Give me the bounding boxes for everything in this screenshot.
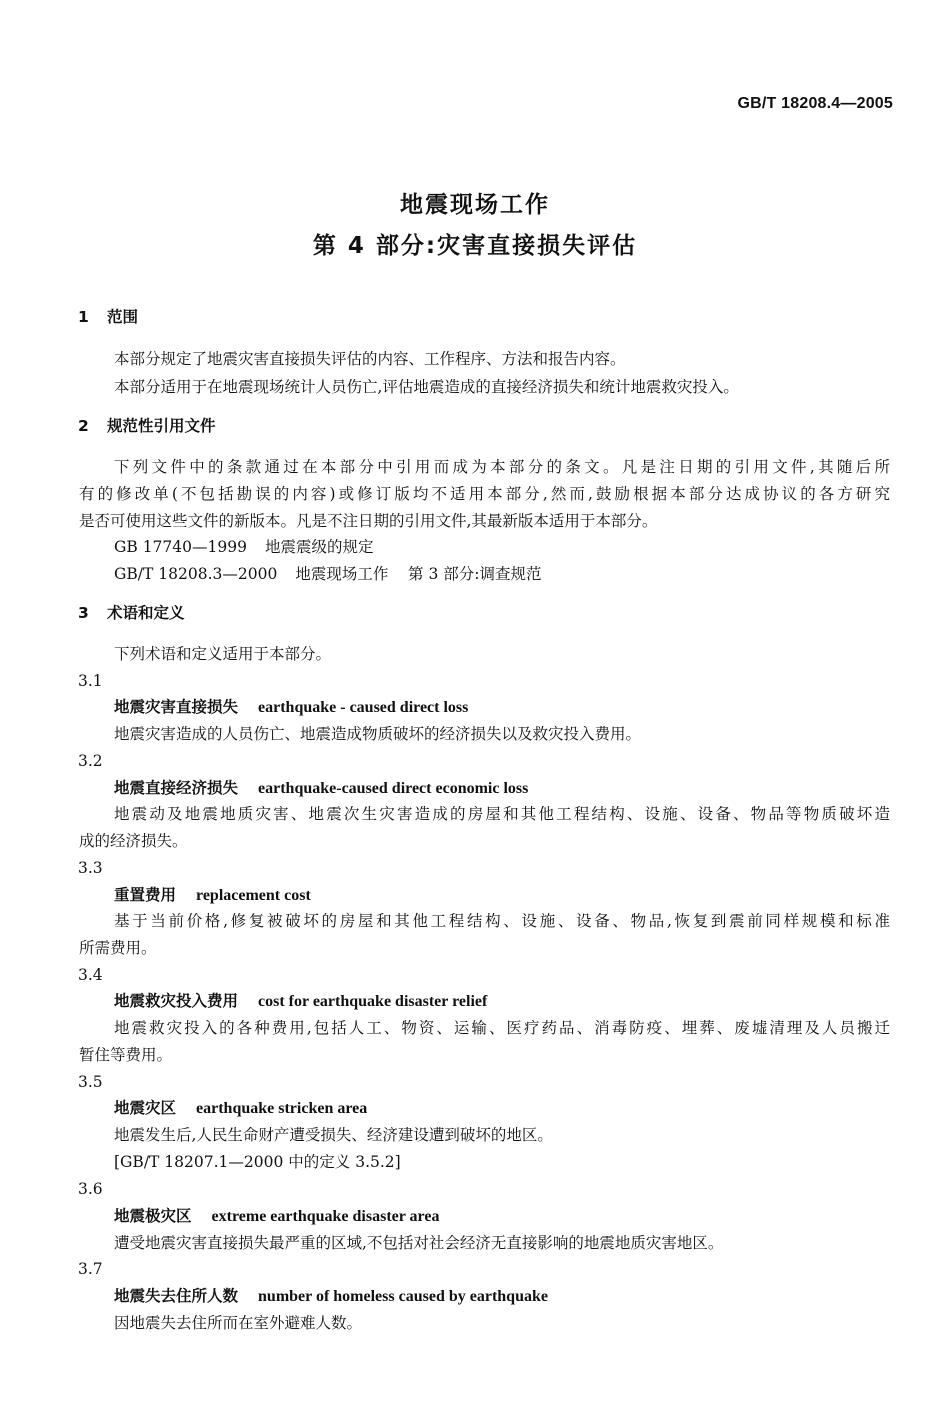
term-heading [114, 778, 528, 799]
document-title: 地震现场工作 [400, 192, 550, 218]
term-en: extreme earthquake disaster area [211, 1208, 440, 1225]
reference-item [114, 537, 373, 557]
section-3-number: 3 [78, 604, 89, 622]
term-heading [114, 1286, 548, 1307]
term-zh: 地震直接经济损失 [114, 779, 239, 797]
reference-code: GB/T 18208.3—2000 [114, 565, 278, 583]
term-zh: 地震极灾区 [114, 1207, 192, 1225]
term-zh: 重置费用 [114, 886, 177, 904]
reference-item [114, 564, 541, 584]
term-number: 3.2 [78, 752, 103, 770]
standard-code: GB/T 18208.4—2005 [737, 95, 893, 112]
term-en: replacement cost [196, 887, 311, 904]
term-heading [114, 991, 487, 1012]
term-heading [114, 1206, 439, 1227]
reference-title: 地震震级的规定 [264, 538, 374, 556]
term-number: 3.1 [78, 672, 103, 690]
section-2-number: 2 [78, 417, 89, 435]
term-en: cost for earthquake disaster relief [258, 993, 488, 1010]
section-2-paragraph-line: 有的修改单(不包括勘误的内容)或修订版均不适用本部分,然而,鼓励根据本部分达成协议的各方研究 [79, 485, 890, 503]
reference-code: GB 17740—1999 [114, 538, 247, 556]
term-zh: 地震灾区 [114, 1099, 177, 1117]
term-en: earthquake-caused direct economic loss [258, 780, 529, 797]
section-2-title: 规范性引用文件 [107, 417, 216, 435]
term-number: 3.4 [78, 966, 103, 984]
term-en: earthquake stricken area [196, 1100, 368, 1117]
section-1-paragraph: 本部分规定了地震灾害直接损失评估的内容、工作程序、方法和报告内容。 [114, 350, 626, 368]
term-number: 3.7 [78, 1260, 103, 1278]
term-definition: 地震发生后,人民生命财产遭受损失、经济建设遭到破坏的地区。 [114, 1126, 553, 1144]
term-definition: 基于当前价格,修复被破坏的房屋和其他工程结构、设施、设备、物品,恢复到震前同样规模和标准 [114, 912, 890, 930]
term-number: 3.5 [78, 1073, 103, 1091]
term-en: number of homeless caused by earthquake [258, 1288, 548, 1305]
section-2-paragraph-line: 下列文件中的条款通过在本部分中引用而成为本部分的条文。凡是注日期的引用文件,其随后所 [114, 458, 890, 476]
term-definition: 所需费用。 [79, 939, 157, 957]
term-number: 3.6 [78, 1180, 103, 1198]
section-1-title: 范围 [107, 308, 139, 326]
term-definition: 遭受地震灾害直接损失最严重的区域,不包括对社会经济无直接影响的地震地质灾害地区。 [114, 1234, 724, 1252]
section-3-intro: 下列术语和定义适用于本部分。 [114, 645, 332, 663]
reference-title: 地震现场工作 第 3 部分:调查规范 [295, 565, 542, 583]
term-zh: 地震救灾投入费用 [114, 992, 239, 1010]
term-definition: 地震灾害造成的人员伤亡、地震造成物质破坏的经济损失以及救灾投入费用。 [114, 725, 642, 743]
term-definition: 成的经济损失。 [79, 832, 188, 850]
document-subtitle: 第 4 部分:灾害直接损失评估 [312, 233, 638, 259]
term-zh: 地震失去住所人数 [114, 1287, 239, 1305]
section-3-title: 术语和定义 [107, 604, 185, 622]
section-2-paragraph-line: 是否可使用这些文件的新版本。凡是不注日期的引用文件,其最新版本适用于本部分。 [79, 512, 658, 530]
term-heading [114, 697, 468, 718]
section-1-number: 1 [78, 308, 89, 326]
term-en: earthquake - caused direct loss [258, 699, 469, 716]
term-heading [114, 1098, 367, 1119]
term-zh: 地震灾害直接损失 [114, 698, 239, 716]
term-definition: 地震动及地震地质灾害、地震次生灾害造成的房屋和其他工程结构、设施、设备、物品等物质破坏造 [114, 805, 890, 823]
term-number: 3.3 [78, 859, 103, 877]
term-definition: 暂住等费用。 [79, 1046, 173, 1064]
section-1-paragraph: 本部分适用于在地震现场统计人员伤亡,评估地震造成的直接经济损失和统计地震救灾投入。 [114, 378, 739, 396]
term-heading [114, 885, 311, 906]
term-definition: 因地震失去住所而在室外避难人数。 [114, 1314, 363, 1332]
term-definition: 地震救灾投入的各种费用,包括人工、物资、运输、医疗药品、消毒防疫、埋葬、废墟清理及人员搬迁 [114, 1019, 890, 1037]
term-source: [GB/T 18207.1—2000 中的定义 3.5.2] [114, 1153, 401, 1171]
